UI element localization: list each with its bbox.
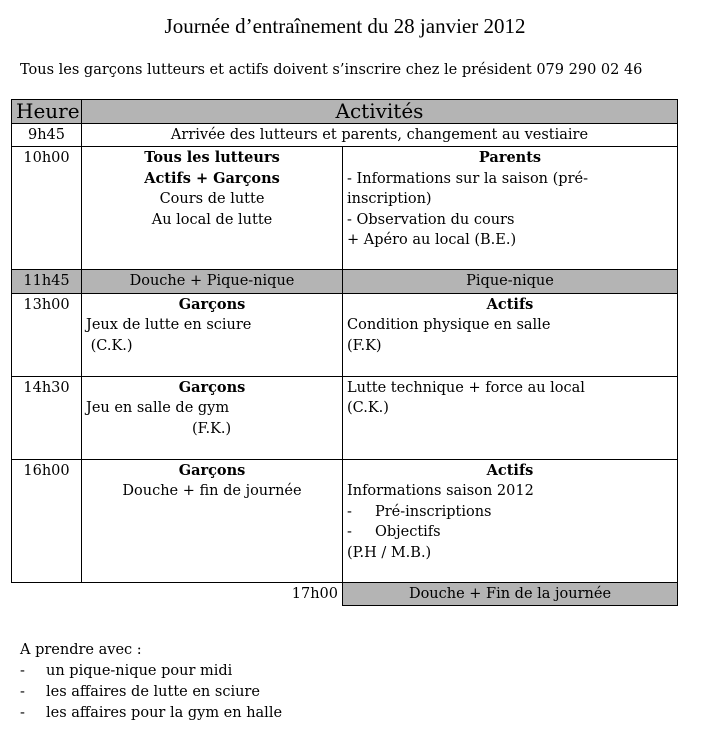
list-item-text: Objectifs: [374, 524, 441, 540]
list-item-text: Pré-inscriptions: [374, 503, 492, 520]
table-row: [12, 459, 678, 582]
table-row: [12, 582, 678, 606]
row-time: 10h00: [12, 147, 82, 270]
table-row: [12, 147, 678, 270]
activity-right: Pique-nique: [343, 270, 678, 294]
row-activity: Arrivée des lutteurs et parents, changement au vestiaire: [82, 123, 678, 147]
activity-heading: Garçons: [178, 378, 246, 396]
dash-bullet: -: [20, 663, 25, 679]
empty-cell: [12, 582, 82, 606]
activity-text: Jeux de lutte en sciure: [86, 317, 252, 333]
activity-heading: Actifs: [486, 295, 534, 313]
activity-left: [82, 459, 343, 582]
activity-right: [343, 376, 678, 459]
table-header-row: [12, 100, 678, 124]
activity-text: Au local de lutte: [151, 211, 273, 228]
table-row: [12, 376, 678, 459]
bring-title: A prendre avec :: [20, 642, 142, 658]
row-time: 13h00: [12, 293, 82, 376]
table-row: [12, 270, 678, 294]
row-time: 16h00: [12, 459, 82, 582]
activity-text: Jeu en salle de gym: [86, 400, 230, 416]
activity-heading: Actifs + Garçons: [144, 169, 280, 187]
activity-text: Informations saison 2012: [347, 483, 534, 499]
activity-text: inscription): [347, 191, 432, 207]
activity-text: (C.K.): [86, 337, 133, 354]
row-time: 11h45: [12, 270, 82, 294]
table-row: [12, 123, 678, 147]
dash-bullet: -: [20, 684, 25, 700]
activity-left: [82, 376, 343, 459]
activity-heading: Garçons: [178, 295, 246, 313]
activity-right: [343, 293, 678, 376]
list-item: - Objectifs: [347, 524, 441, 540]
row-time: 14h30: [12, 376, 82, 459]
activity-heading: Tous les lutteurs: [144, 149, 280, 166]
dash-bullet: -: [20, 705, 25, 721]
row-activity: Douche + Fin de la journée: [343, 582, 678, 606]
activity-text: Lutte technique + force au local: [347, 379, 585, 396]
list-item-text: un pique-nique pour midi: [46, 663, 233, 679]
list-item-text: les affaires de lutte en sciure: [46, 684, 260, 700]
activity-text: + Apéro au local (B.E.): [347, 232, 517, 248]
list-item: [20, 661, 282, 682]
activity-heading: Actifs: [486, 461, 534, 479]
activity-right: [343, 459, 678, 582]
activity-text: Cours de lutte: [159, 191, 265, 207]
activity-left: [82, 147, 343, 270]
row-time: 9h45: [12, 123, 82, 147]
activity-text: Condition physique en salle: [347, 317, 551, 333]
header-activities: Activités: [82, 100, 678, 124]
activity-text: (F.K): [347, 337, 382, 354]
activity-text: - Informations sur la saison (pré-: [347, 170, 588, 187]
activity-left: Douche + Pique-nique: [82, 270, 343, 294]
activity-text: (F.K.): [192, 420, 232, 437]
list-item-text: les affaires pour la gym en halle: [46, 705, 283, 721]
activity-text: Douche + fin de journée: [122, 483, 302, 499]
row-time: 17h00: [291, 585, 338, 602]
table-row: [12, 293, 678, 376]
page-title: Journée d’entraînement du 28 janvier 2012: [164, 14, 526, 38]
activity-text: - Observation du cours: [347, 211, 515, 228]
list-item: - Pré-inscriptions: [347, 503, 492, 520]
activity-right: [343, 147, 678, 270]
list-item: [20, 682, 282, 703]
bring-list: [20, 640, 282, 724]
list-item: [20, 703, 282, 724]
header-time: Heure: [12, 100, 82, 124]
activity-text: (C.K.): [347, 400, 389, 416]
schedule-table: [11, 99, 678, 606]
activity-left: [82, 293, 343, 376]
activity-text: (P.H / M.B.): [347, 544, 432, 561]
activity-heading: Garçons: [178, 461, 246, 479]
registration-note: Tous les garçons lutteurs et actifs doivent s’inscrire chez le président 079 290 02 46: [20, 62, 643, 78]
activity-heading: Parents: [478, 149, 542, 166]
